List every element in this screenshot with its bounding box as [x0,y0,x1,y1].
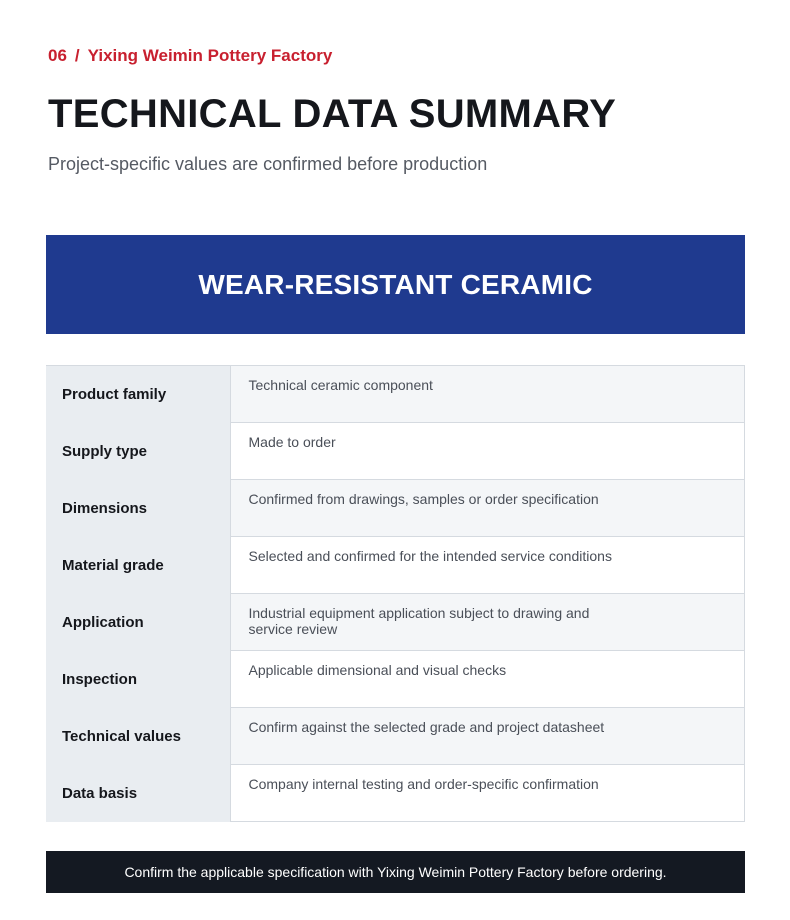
page-title: TECHNICAL DATA SUMMARY [48,92,617,136]
row-label: Dimensions [46,480,230,537]
row-value: Made to order [230,423,745,480]
row-value: Company internal testing and order-specific confirmation [230,765,745,822]
row-label: Application [46,594,230,651]
table-row [46,480,745,537]
footer-note: Confirm the applicable specification with Yixing Weimin Pottery Factory before ordering. [124,864,667,880]
row-label: Technical values [46,708,230,765]
table-row [46,366,745,423]
row-label: Supply type [46,423,230,480]
table-row [46,708,745,765]
row-value: Selected and confirmed for the intended service conditions [230,537,745,594]
row-value: Confirmed from drawings, samples or order specification [230,480,745,537]
table-row [46,651,745,708]
table-row [46,594,745,651]
row-label: Inspection [46,651,230,708]
product-banner [46,235,745,334]
spec-table [46,365,745,822]
page-number: 06 [48,46,67,65]
row-label: Data basis [46,765,230,822]
company-name: Yixing Weimin Pottery Factory [87,46,333,65]
section-kicker [48,46,332,66]
kicker-separator: / [74,46,80,65]
table-row [46,537,745,594]
row-label: Material grade [46,537,230,594]
banner-title: WEAR-RESISTANT CERAMIC [198,268,593,300]
table-row [46,765,745,822]
page-subtitle: Project-specific values are confirmed before production [48,154,488,174]
row-value: Technical ceramic component [230,366,745,423]
footer-notice [46,851,745,893]
table-row [46,423,745,480]
row-value: Confirm against the selected grade and project datasheet [230,708,745,765]
row-value: Industrial equipment application subject to drawing and service review [230,594,745,651]
row-label: Product family [46,366,230,423]
row-value: Applicable dimensional and visual checks [230,651,745,708]
